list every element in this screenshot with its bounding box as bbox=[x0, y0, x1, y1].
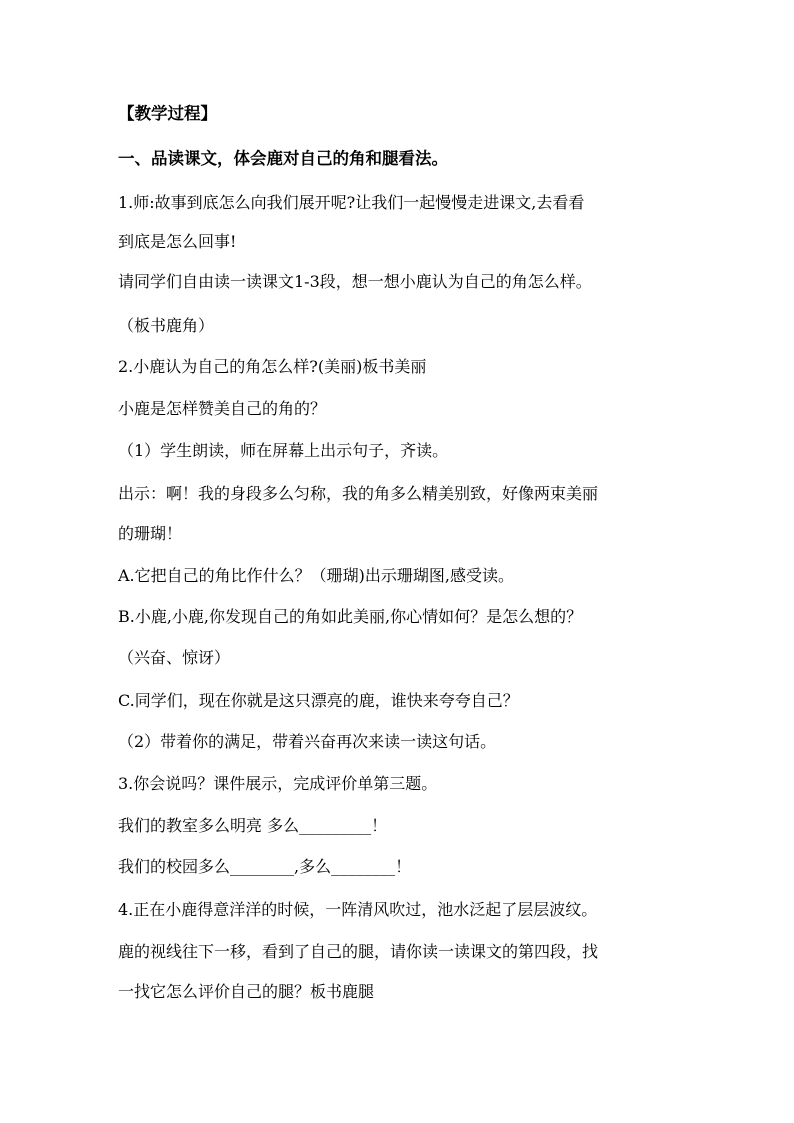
paragraph-line: 小鹿是怎样赞美自己的角的？ bbox=[118, 399, 327, 418]
paragraph-line: 到底是怎么回事! bbox=[118, 232, 237, 251]
paragraph-line: 我们的教室多么明亮 多么_________！ bbox=[118, 816, 388, 835]
paragraph-line: （兴奋、惊讶） bbox=[118, 648, 231, 667]
paragraph-line: 3.你会说吗？课件展示，完成评价单第三题。 bbox=[118, 774, 438, 793]
paragraph-line: 4.正在小鹿得意洋洋的时候，一阵清风吹过，池水泛起了层层波纹。 bbox=[118, 900, 598, 919]
paragraph-line: 鹿的视线往下一移，看到了自己的腿，请你读一读课文的第四段，找 bbox=[118, 942, 599, 961]
heading: 一、品读课文，体会鹿对自己的角和腿看法。 bbox=[118, 149, 448, 168]
paragraph-line: 2.小鹿认为自己的角怎么样?(美丽)板书美丽 bbox=[118, 357, 427, 376]
paragraph-line: （2）带着你的满足，带着兴奋再次来读一读这句话。 bbox=[118, 732, 497, 751]
paragraph-line: 出示：啊！我的身段多么匀称，我的角多么精美别致，好像两束美丽 bbox=[118, 484, 599, 503]
section-title: 【教学过程】 bbox=[118, 104, 217, 123]
paragraph-line: B.小鹿,小鹿,你发现自己的角如此美丽,你心情如何？是怎么想的？ bbox=[118, 607, 583, 626]
paragraph-line: C.同学们，现在你就是这只漂亮的鹿，谁快来夸夸自己？ bbox=[118, 691, 519, 710]
paragraph-line: （板书鹿角） bbox=[118, 316, 215, 335]
paragraph-line: 我们的校园多么________,多么________！ bbox=[118, 857, 412, 876]
paragraph-line: （1）学生朗读，师在屏幕上出示句子，齐读。 bbox=[118, 441, 449, 460]
paragraph-line: A.它把自己的角比作什么？（珊瑚)出示珊瑚图,感受读。 bbox=[118, 566, 514, 585]
paragraph-line: 一找它怎么评价自己的腿？板书鹿腿 bbox=[118, 982, 375, 1001]
paragraph-line: 请同学们自由读一读课文1-3段，想一想小鹿认为自己的角怎么样。 bbox=[118, 272, 592, 291]
paragraph-line: 1.师:故事到底怎么向我们展开呢?让我们一起慢慢走进课文,去看看 bbox=[118, 193, 585, 212]
paragraph-line: 的珊瑚！ bbox=[118, 524, 183, 543]
